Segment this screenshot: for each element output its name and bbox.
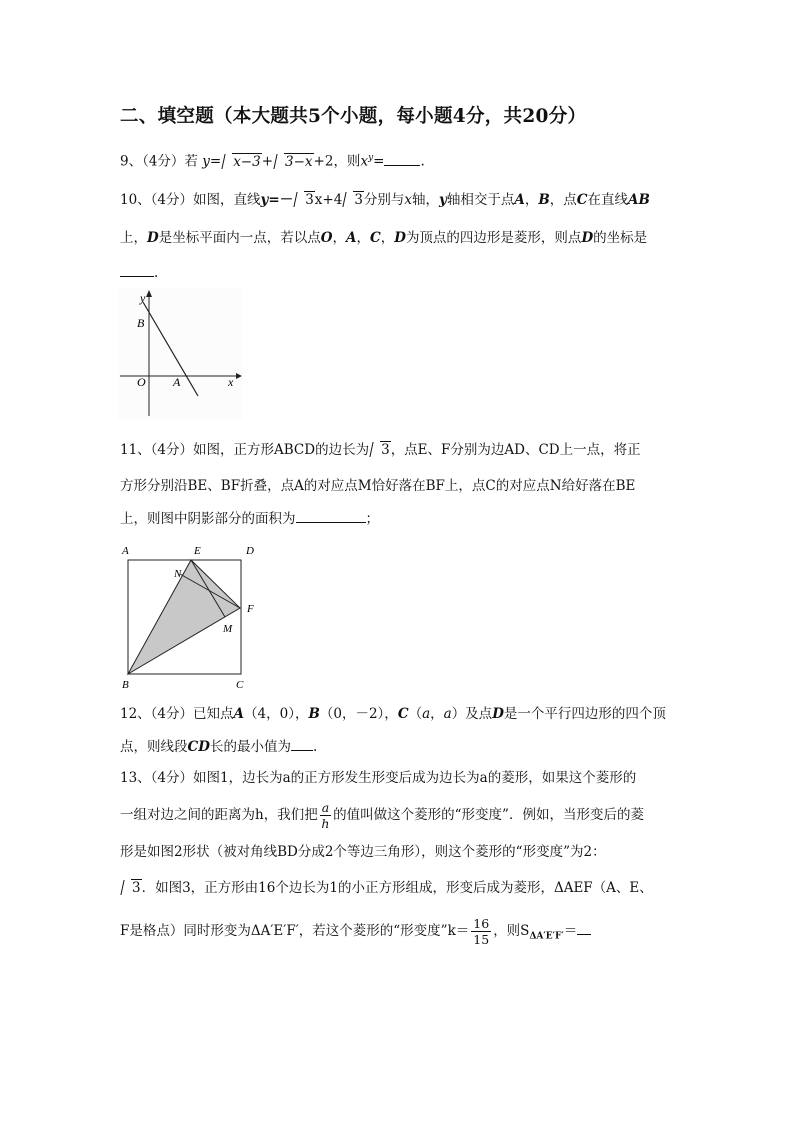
q11-shaded-region [128,560,240,674]
q10-line2b: 是坐标平面内一点，若以点 [158,230,321,246]
q13-sub: ΔA′E′F′ [529,931,564,942]
q10-C: C [576,192,588,208]
q11-label-B: B [122,679,129,691]
q13-answer-blank[interactable] [577,920,591,935]
q10-text2: 轴， [412,192,440,208]
q11-radical: 3 [371,440,391,460]
q11-label-N: N [174,568,182,580]
q10-c3: ， [356,230,370,246]
q10-D2: D [394,230,406,246]
q10-D3: D [581,230,594,246]
q10-mid: x+4 [314,192,343,208]
q12-g: 是一个平行四边形的四个顶 [503,706,666,722]
q10-text1: 分别与 [363,192,405,208]
q10-prefix: 10、（4分）如图，直线 [120,192,261,208]
q10-c2: ， [332,230,346,246]
q12-c: （0，－2）， [319,706,398,722]
q10-label-x: x [228,375,234,389]
q11-label-C: C [236,679,244,691]
q10-label-O: O [137,375,146,389]
q12-a1: a [422,706,431,722]
q10-A: A [514,192,525,208]
question-12-line-1 [120,704,666,724]
q13-line2a: 一组对边之间的距离为h，我们把 [120,807,318,823]
q9-sup: y [368,153,374,163]
q10-y2: y [439,192,447,208]
q10-figure-bg [118,288,242,420]
q12-line2a: 点，则线段 [120,739,188,755]
q10-answer-blank[interactable] [120,262,154,277]
q9-y: y [202,153,210,170]
q10-line2a: 上， [120,230,147,246]
q10-radical-1: 3 [295,190,315,210]
q11-figure [118,540,263,695]
q10-text3: 轴相交于点 [446,192,515,208]
q12-line2b: 长的最小值为 [209,739,291,755]
q9-plus: + [261,153,274,170]
q9-radical-2: 3−x [275,152,314,172]
question-12-line-2 [120,736,317,757]
q13-line5a: F是格点）同时形变为ΔA′E′F′，若这个菱形的“形变度”k＝ [120,923,470,939]
q12-d: （ [408,706,423,722]
q12-a: 12、（4分）已知点 [120,706,234,722]
q12-b: （4，0）， [244,706,309,722]
q9-eq: = [209,153,222,170]
q12-a2: a [443,706,452,722]
q10-y: y [260,192,269,208]
question-13-line-4 [120,878,653,898]
q13-radical: 3 [122,878,142,898]
q10-line2d: 的坐标是 [593,230,648,246]
q11-answer-blank[interactable] [296,508,366,523]
question-11-line-3 [120,508,379,529]
q12-A: A [233,706,245,722]
q9-tail: +2 [313,153,334,170]
q10-line2c: 为顶点的四边形是菱形，则点 [405,230,582,246]
question-13-line-2 [120,800,644,831]
q9-radical-1: x−3 [223,152,262,172]
q12-B: B [308,706,320,722]
q9-eq2: = [373,153,385,170]
q10-label-y: y [140,291,146,305]
q10-radical-2: 3 [344,190,364,210]
q12-D: D [492,706,504,722]
q10-c1: ， [524,192,539,208]
q10-D: D [147,230,159,246]
q10-end: . [154,265,159,281]
q11-label-A: A [122,545,129,557]
q10-O: O [320,230,333,246]
q10-B: B [538,192,550,208]
q10-text5: 在直线 [587,192,629,208]
q9-answer-blank[interactable] [384,151,420,166]
q10-label-A: A [173,375,181,389]
q9-end: . [420,153,425,170]
q11-line3b: ； [365,511,379,527]
q10-eq: =－ [268,192,294,208]
question-11-line-2: 方形分别沿BE、BF折叠，点A的对应点M恰好落在BF上，点C的对应点N给好落在BE [120,478,636,494]
q9-then: ，则 [333,153,361,170]
q13-line2b: 的值叫做这个菱形的“形变度”．例如，当形变后的菱 [333,807,644,823]
q11-label-F: F [247,603,254,615]
q11-line1a: 11、（4分）如图，正方形ABCD的边长为 [120,442,370,458]
q13-line5c: ＝ [563,923,578,939]
q9-x: x [360,153,369,170]
question-11-line-1 [120,440,641,460]
q11-label-M: M [223,623,233,635]
q13-fraction-a-h: $\frac{a}{h}$ [321,800,330,831]
q11-label-E: E [194,545,201,557]
q12-f: ）及点 [451,706,493,722]
q13-line5b: ，则S [493,923,530,939]
q11-label-D: D [246,545,254,557]
q10-x: x [404,192,413,208]
q10-text4: ，点 [549,192,577,208]
question-13-line-3: 形是如图2形状（被对角线BD分成2个等边三角形），则这个菱形的“形变度”为2： [120,844,606,860]
q13-line4: ．如图3，正方形由16个边长为1的小正方形组成，形变后成为菱形，ΔAEF（A、E、 [141,880,653,896]
question-10-line-3 [120,262,158,283]
q10-A2: A [345,230,357,246]
q11-line1b: ，点E、F分别为边AD、CD上一点，将正 [390,442,641,458]
q10-figure [118,288,242,420]
section-title: 二、填空题（本大题共5个小题，每小题4分，共20分） [120,106,587,127]
question-9 [120,148,425,172]
q11-line3a: 上，则图中阴影部分的面积为 [120,511,296,527]
q10-C2: C [369,230,381,246]
question-13-line-1: 13、（4分）如图1，边长为a的正方形发生形变后成为边长为a的菱形，如果这个菱形的 [120,770,637,786]
q10-AB: AB [628,192,650,208]
q12-e: ， [430,706,444,722]
q12-C: C [397,706,409,722]
q13-fraction-k: $\frac{16}{15}$ [473,916,490,947]
q12-CD: CD [187,739,210,755]
question-13-line-5 [120,916,591,947]
q12-answer-blank[interactable] [291,736,313,751]
question-10-line-2 [120,228,647,248]
question-10-line-1 [120,190,650,210]
q10-c4: ， [380,230,395,246]
q9-prefix: 9、（4分）若 [120,153,198,170]
q10-label-B: B [137,316,145,330]
q12-end: . [312,739,318,755]
